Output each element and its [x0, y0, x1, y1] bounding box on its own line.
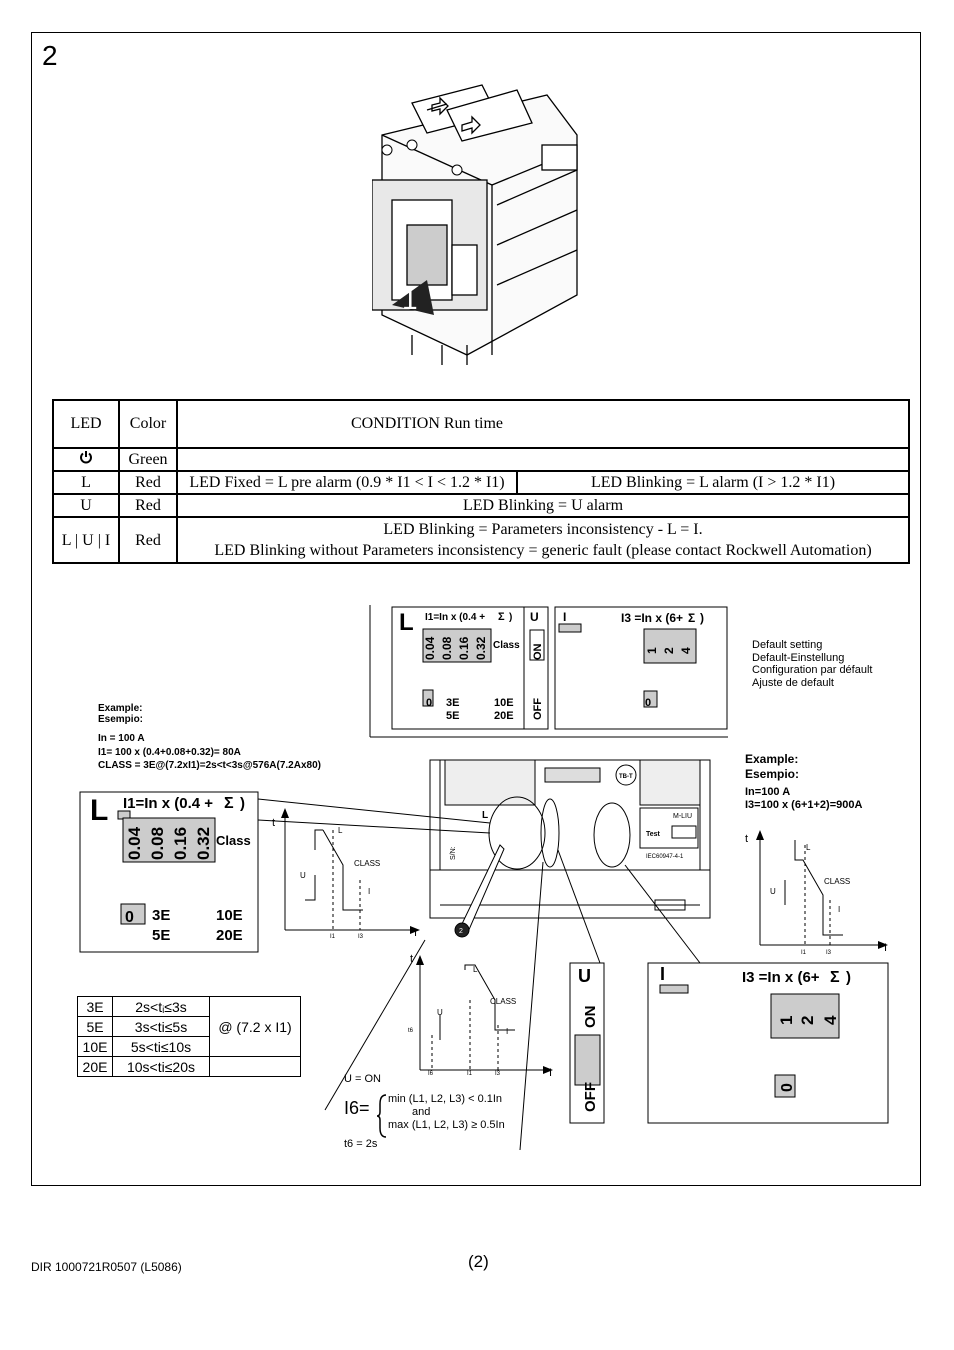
svg-text:ON: ON — [582, 1005, 599, 1028]
led-status-table — [52, 399, 910, 564]
color-red-l: Red — [119, 471, 177, 494]
svg-text:I1: I1 — [801, 950, 807, 956]
document-id: DIR 1000721R0507 (L5086) — [31, 1260, 182, 1274]
color-red-lui: Red — [119, 517, 177, 563]
svg-text:TB-T: TB-T — [619, 774, 633, 780]
led-l: L — [53, 471, 119, 494]
svg-text:10E: 10E — [216, 907, 243, 924]
page-number: 2 — [42, 40, 58, 71]
top-i1-formula: I1=In x (0.4 + — [425, 612, 486, 623]
condition-l-fixed: LED Fixed = L pre alarm (0.9 * I1 < I < 1.2 * I1) — [177, 471, 517, 494]
svg-text:I: I — [506, 1027, 509, 1036]
svg-text:0: 0 — [426, 697, 433, 709]
u-on-label: U = ON — [344, 1073, 381, 1085]
svg-text:): ) — [509, 612, 513, 623]
svg-text:4: 4 — [679, 647, 693, 654]
svg-text:2: 2 — [798, 1015, 817, 1025]
svg-text:0: 0 — [125, 909, 134, 926]
svg-text:): ) — [700, 611, 704, 625]
svg-text:2: 2 — [459, 928, 463, 935]
svg-text:Σ: Σ — [830, 969, 840, 986]
svg-text:10E: 10E — [494, 697, 514, 709]
svg-text:L: L — [338, 826, 343, 835]
left-l-label: L — [90, 794, 109, 827]
condition-u: LED Blinking = U alarm — [177, 494, 909, 517]
svg-text:S/N:: S/N: — [450, 846, 457, 860]
svg-text:I6: I6 — [428, 1071, 434, 1077]
svg-text:0.08: 0.08 — [148, 826, 167, 860]
svg-text:1: 1 — [645, 647, 659, 654]
svg-text:I: I — [414, 927, 418, 939]
svg-text:Class: Class — [216, 833, 251, 848]
power-led-cell — [53, 448, 119, 471]
header-condition: CONDITION Run time — [177, 400, 909, 448]
svg-text:U: U — [770, 887, 776, 896]
i-enlarged-label: I — [660, 964, 666, 984]
svg-text:I3: I3 — [495, 1071, 501, 1077]
led-lui: L | U | I — [53, 517, 119, 563]
color-red-u: Red — [119, 494, 177, 517]
svg-text:I1=In x (0.4 +: I1=In x (0.4 + — [123, 795, 214, 812]
step-1-label: 1 — [402, 284, 418, 315]
svg-text:I: I — [884, 942, 888, 954]
svg-text:4: 4 — [821, 1015, 840, 1025]
class-table: 3E 2s<tᵢ≤3s @ (7.2 x I1) 5E 3s<ti≤5s 10E 5s<ti≤10s 20E 10s<ti≤20s — [77, 996, 301, 1077]
svg-text:I3: I3 — [358, 934, 364, 940]
svg-text:I: I — [368, 887, 371, 896]
svg-text:0.32: 0.32 — [194, 826, 213, 860]
svg-text:5E: 5E — [446, 710, 460, 722]
svg-text:5E: 5E — [152, 927, 171, 944]
svg-text:CLASS: CLASS — [824, 877, 851, 886]
example-right: Example: Esempio: In=100 A I3=100 x (6+1+2)=900A — [745, 752, 863, 811]
svg-text:0.04: 0.04 — [125, 826, 144, 860]
led-u: U — [53, 494, 119, 517]
svg-text:L: L — [482, 810, 489, 821]
svg-text:t: t — [272, 817, 276, 829]
svg-text:3E: 3E — [152, 907, 171, 924]
top-l-label: L — [399, 609, 414, 636]
i6-conditions: min (L1, L2, L3) < 0.1In and max (L1, L2, L3) ≥ 0.5In — [388, 1093, 505, 1131]
svg-text:0.04: 0.04 — [423, 636, 437, 660]
svg-text:L: L — [473, 965, 478, 974]
svg-text:Class: Class — [493, 640, 520, 651]
i6-label: I6= — [344, 1098, 370, 1118]
svg-text:2: 2 — [662, 647, 676, 654]
svg-text:Σ: Σ — [224, 795, 234, 812]
example-left: Example: Esempio: In = 100 A I1= 100 x (0.4+0.08+0.32)= 80A CLASS = 3E@(7.2xI1)=2s<t<3s@576A(7.2Ax80) — [98, 703, 321, 771]
svg-text:20E: 20E — [494, 710, 514, 722]
svg-text:I1: I1 — [330, 934, 336, 940]
header-led: LED — [53, 400, 119, 448]
top-u-label: U — [530, 610, 539, 624]
svg-text:t: t — [410, 953, 414, 965]
svg-text:I3: I3 — [826, 950, 832, 956]
svg-text:0.16: 0.16 — [171, 826, 190, 860]
header-color: Color — [119, 400, 177, 448]
svg-text:I: I — [838, 905, 841, 914]
svg-text:): ) — [846, 969, 851, 986]
svg-text:I3 =In x (6+: I3 =In x (6+ — [742, 969, 820, 986]
condition-l-blinking: LED Blinking = L alarm (I > 1.2 * I1) — [517, 471, 909, 494]
svg-text:Σ: Σ — [688, 611, 696, 625]
svg-text:0.08: 0.08 — [440, 636, 454, 660]
svg-text:0: 0 — [779, 1083, 796, 1092]
svg-text:0: 0 — [645, 697, 652, 709]
svg-text:t: t — [745, 833, 749, 845]
svg-text:t6: t6 — [408, 1028, 414, 1034]
breaker-illustration — [372, 75, 587, 365]
svg-text:U: U — [300, 871, 306, 880]
svg-text:0.16: 0.16 — [457, 636, 471, 660]
brace-icon — [377, 1094, 387, 1138]
top-i3-formula: I3 =In x (6+ — [621, 611, 684, 625]
top-i-label: I — [563, 610, 567, 624]
svg-text:IEC60947-4-1: IEC60947-4-1 — [646, 854, 684, 860]
svg-text:I: I — [549, 1067, 553, 1079]
svg-text:I1: I1 — [467, 1071, 473, 1077]
svg-text:20E: 20E — [216, 927, 243, 944]
svg-text:U: U — [437, 1008, 443, 1017]
power-icon — [79, 450, 93, 464]
svg-text:): ) — [240, 795, 245, 812]
condition-lui: LED Blinking = Parameters inconsistency - L = I. LED Blinking without Parameters inconsistency = generic fault (please contact Rockwell Automation) — [177, 517, 909, 563]
svg-text:1: 1 — [777, 1015, 796, 1025]
default-setting-note: Default setting Default-Einstellung Configuration par défault Ajuste de default — [752, 639, 873, 689]
svg-text:ON: ON — [532, 643, 544, 660]
u-enlarged-label: U — [578, 966, 591, 986]
svg-text:OFF: OFF — [532, 698, 544, 720]
condition-green — [177, 448, 909, 471]
svg-text:L: L — [806, 843, 811, 852]
footer-page-number: (2) — [468, 1252, 489, 1271]
svg-text:0.32: 0.32 — [474, 636, 488, 660]
svg-text:Test: Test — [646, 831, 660, 838]
svg-text:CLASS: CLASS — [490, 997, 517, 1006]
svg-text:M-LIU: M-LIU — [673, 813, 693, 820]
svg-text:3E: 3E — [446, 697, 460, 709]
svg-text:OFF: OFF — [582, 1082, 599, 1112]
t6-label: t6 = 2s — [344, 1138, 378, 1150]
svg-text:CLASS: CLASS — [354, 859, 381, 868]
svg-text:Σ: Σ — [498, 611, 505, 623]
color-green: Green — [119, 448, 177, 471]
